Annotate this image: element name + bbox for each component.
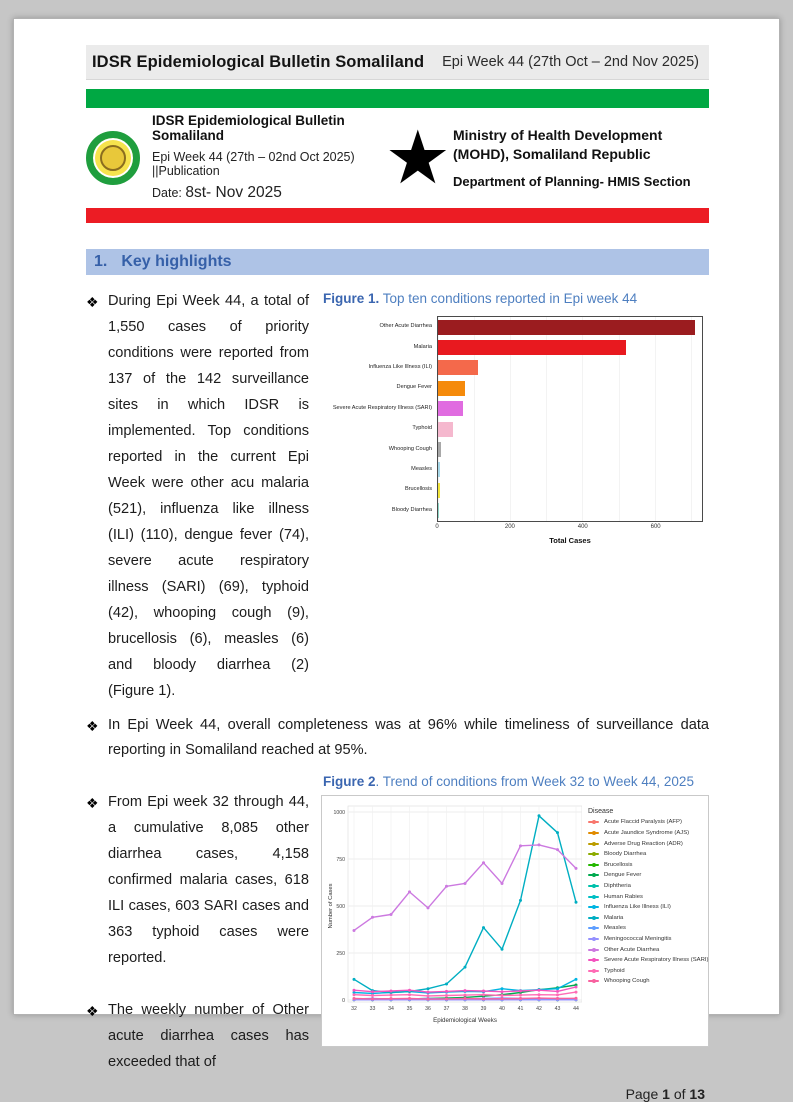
legend-label: Brucellosis bbox=[604, 861, 633, 868]
bar-category-label: Measles bbox=[411, 465, 432, 472]
svg-text:43: 43 bbox=[554, 1006, 561, 1013]
figure-2-chart bbox=[321, 795, 709, 1047]
legend-title: Disease bbox=[588, 808, 614, 816]
legend-swatch-icon bbox=[588, 959, 599, 961]
bullet-1-text: During Epi Week 44, a total of 1,550 cases of priority conditions were reported from 137 of the 142 surveillance sites in which IDSR is implemented. Top conditions reported in the current Epi Week were other acu malaria (521), influenza like illness (ILI) (110), dengue fever (74), severe acute respiratory illness (SARI) (69), typhoid (42), whooping cough (9), brucellosis (6), measles (6) and bloody diarrhea (2) (Figure 1). bbox=[108, 293, 309, 699]
banner-left-block bbox=[152, 113, 385, 202]
x-axis-tick: 400 bbox=[577, 523, 588, 530]
legend-swatch-icon bbox=[588, 896, 599, 898]
legend-item bbox=[588, 957, 708, 963]
svg-text:42: 42 bbox=[536, 1006, 542, 1013]
legend-label: Other Acute Diarrhea bbox=[604, 946, 660, 953]
legend-item bbox=[588, 862, 708, 868]
bar-category-label: Bloody Diarrhea bbox=[391, 506, 432, 513]
bullet-4-text: The weekly number of Other acute diarrhea cases has exceeded that of bbox=[108, 1002, 309, 1071]
legend-item bbox=[588, 894, 708, 900]
bar-10 bbox=[438, 503, 439, 518]
legend-label: Dengue Fever bbox=[604, 872, 642, 879]
bullet-diamond-icon: ❖ bbox=[86, 1003, 99, 1020]
legend-label: Measles bbox=[604, 925, 626, 932]
ministry-name: Ministry of Health Development (MOHD), Somaliland Republic bbox=[453, 127, 663, 162]
svg-text:33: 33 bbox=[369, 1006, 376, 1013]
svg-text:37: 37 bbox=[443, 1006, 450, 1013]
svg-text:41: 41 bbox=[517, 1006, 524, 1013]
x-axis-title: Total Cases bbox=[549, 535, 591, 545]
y-axis-title: Number of Cases bbox=[328, 883, 334, 929]
epi-week-range: Epi Week 44 (27th Oct – 2nd Nov 2025) bbox=[442, 54, 699, 70]
bar-7 bbox=[438, 442, 441, 457]
department-name: Department of Planning- HMIS Section bbox=[453, 173, 691, 189]
legend-label: Influenza Like Illness (ILI) bbox=[604, 904, 671, 911]
legend-swatch-icon bbox=[588, 927, 599, 929]
highlights-block-1 bbox=[86, 289, 709, 764]
green-divider-bar bbox=[86, 89, 709, 108]
legend-label: Severe Acute Respiratory Illness (SARI) bbox=[604, 957, 709, 964]
bar-category-label: Dengue Fever bbox=[396, 384, 432, 391]
bar-8 bbox=[438, 462, 440, 477]
bar-category-label: Whooping Cough bbox=[388, 445, 432, 452]
figure-1-caption bbox=[323, 291, 709, 306]
figure-1-caption-text: Top ten conditions reported in Epi week 44 bbox=[379, 291, 638, 306]
legend-swatch-icon bbox=[588, 832, 599, 834]
svg-text:38: 38 bbox=[462, 1006, 468, 1013]
footer-mid: of bbox=[669, 1086, 690, 1102]
svg-text:34: 34 bbox=[388, 1006, 394, 1013]
somaliland-star-icon: ★ bbox=[384, 115, 451, 199]
figure-2 bbox=[321, 772, 709, 1047]
svg-text:44: 44 bbox=[573, 1006, 579, 1013]
bullet-4 bbox=[86, 998, 309, 1076]
banner-publication-date bbox=[152, 184, 385, 202]
bar-4 bbox=[438, 381, 465, 396]
legend-swatch-icon bbox=[588, 874, 599, 876]
legend-swatch-icon bbox=[588, 843, 599, 845]
svg-text:35: 35 bbox=[406, 1006, 413, 1013]
bar-category-label: Severe Acute Respiratory Illness (SARI) bbox=[332, 404, 432, 411]
highlights-block-2 bbox=[86, 772, 709, 1076]
svg-text:750: 750 bbox=[336, 857, 345, 864]
svg-text:500: 500 bbox=[336, 904, 345, 911]
legend-label: Human Rabies bbox=[604, 893, 643, 900]
date-label: Date: bbox=[152, 186, 186, 200]
legend-label: Whooping Cough bbox=[604, 978, 650, 985]
bullet-3 bbox=[86, 790, 309, 972]
section-number: 1. bbox=[94, 253, 108, 270]
bar-category-label: Malaria bbox=[413, 343, 432, 350]
logo-emblem-icon bbox=[100, 145, 126, 171]
svg-text:250: 250 bbox=[336, 951, 345, 958]
figure-2-legend bbox=[582, 800, 708, 1044]
figure-1 bbox=[321, 289, 709, 551]
somaliland-mohd-logo-icon bbox=[86, 131, 140, 185]
svg-text:1000: 1000 bbox=[333, 810, 345, 817]
bar-category-label: Typhoid bbox=[412, 425, 432, 432]
footer-total-pages: 13 bbox=[689, 1086, 705, 1102]
svg-text:32: 32 bbox=[351, 1006, 357, 1013]
bullet-2 bbox=[86, 713, 709, 765]
svg-text:0: 0 bbox=[342, 998, 345, 1005]
legend-item bbox=[588, 819, 708, 825]
legend-item bbox=[588, 978, 708, 984]
bullet-1 bbox=[86, 289, 309, 705]
figure-2-caption-text: . Trend of conditions from Week 32 to Week 44, 2025 bbox=[375, 774, 694, 790]
legend-item bbox=[588, 841, 708, 847]
x-axis-tick: 600 bbox=[650, 523, 661, 530]
legend-label: Diphtheria bbox=[604, 883, 631, 889]
section-title: Key highlights bbox=[121, 253, 232, 270]
legend-label: Bloody Diarrhea bbox=[604, 851, 647, 858]
legend-label: Meningococcal Meningitis bbox=[604, 935, 672, 942]
legend-swatch-icon bbox=[588, 864, 599, 866]
date-value: 8st- Nov 2025 bbox=[185, 184, 282, 201]
legend-label: Typhoid bbox=[604, 967, 625, 974]
legend-item bbox=[588, 925, 708, 931]
page-body bbox=[86, 289, 709, 1076]
section-heading-band bbox=[86, 249, 709, 275]
legend-label: Malaria bbox=[604, 914, 624, 921]
footer-prefix: Page bbox=[625, 1086, 663, 1102]
red-divider-bar bbox=[86, 208, 709, 223]
legend-swatch-icon bbox=[588, 970, 599, 972]
bullet-2-text: In Epi Week 44, overall completeness was at 96% while timeliness of surveillance data reporting in Somaliland reached at 95%. bbox=[108, 716, 709, 759]
figure-2-caption bbox=[323, 774, 709, 789]
legend-item bbox=[588, 904, 708, 910]
svg-text:40: 40 bbox=[499, 1006, 505, 1013]
legend-swatch-icon bbox=[588, 821, 599, 823]
banner-week-publication: Epi Week 44 (27th – 02nd Oct 2025) ||Publication bbox=[152, 150, 355, 178]
legend-label: Acute Jaundice Syndrome (AJS) bbox=[604, 830, 690, 837]
legend-swatch-icon bbox=[588, 949, 599, 951]
legend-swatch-icon bbox=[588, 917, 599, 919]
legend-swatch-icon bbox=[588, 906, 599, 908]
legend-swatch-icon bbox=[588, 980, 599, 982]
x-axis-title: Epidemiological Weeks bbox=[433, 1017, 497, 1025]
bullet-diamond-icon: ❖ bbox=[86, 717, 99, 734]
legend-swatch-icon bbox=[588, 938, 599, 940]
footer-page-number: 1 bbox=[662, 1086, 670, 1102]
legend-label: Acute Flaccid Paralysis (AFP) bbox=[604, 819, 682, 826]
legend-item bbox=[588, 883, 708, 889]
legend-item bbox=[588, 872, 708, 878]
figure-2-label: Figure 2 bbox=[323, 774, 376, 790]
x-axis-tick: 0 bbox=[435, 523, 439, 530]
x-axis-tick: 200 bbox=[504, 523, 515, 530]
top-header-band bbox=[86, 45, 709, 80]
legend-item bbox=[588, 936, 708, 942]
banner-bulletin-title: IDSR Epidemiological Bulletin Somaliland bbox=[152, 113, 345, 143]
svg-text:39: 39 bbox=[480, 1006, 487, 1013]
figure-1-chart bbox=[321, 312, 709, 551]
legend-swatch-icon bbox=[588, 853, 599, 855]
bullet-diamond-icon: ❖ bbox=[86, 294, 99, 310]
legend-item bbox=[588, 947, 708, 953]
ministry-banner bbox=[86, 108, 709, 208]
legend-label: Adverse Drug Reaction (ADR) bbox=[604, 840, 683, 847]
bar-9 bbox=[438, 483, 440, 498]
bar-2 bbox=[438, 340, 626, 355]
bar-category-label: Other Acute Diarrhea bbox=[379, 323, 432, 330]
page-footer bbox=[86, 1076, 709, 1102]
bar-category-label: Brucellosis bbox=[404, 486, 432, 493]
legend-item bbox=[588, 830, 708, 836]
bar-6 bbox=[438, 422, 453, 437]
figure-2-plot bbox=[324, 800, 582, 1044]
bar-3 bbox=[438, 360, 478, 375]
bar-1 bbox=[438, 320, 695, 335]
figure-1-label: Figure 1. bbox=[323, 291, 380, 306]
bullet-3-text: From Epi week 32 through 44, a cumulative 8,085 other diarrhea cases, 4,158 confirmed malaria cases, 618 ILI cases, 603 SARI cases and 363 typhoid cases were reported. bbox=[108, 794, 309, 967]
document-page bbox=[13, 18, 780, 1102]
legend-swatch-icon bbox=[588, 885, 599, 887]
banner-right-block bbox=[453, 126, 709, 189]
bar-5 bbox=[438, 401, 463, 416]
legend-item bbox=[588, 851, 708, 857]
legend-item bbox=[588, 968, 708, 974]
bar-category-label: Influenza Like Illness (ILI) bbox=[368, 363, 432, 370]
svg-text:36: 36 bbox=[425, 1006, 431, 1013]
bullet-diamond-icon: ❖ bbox=[86, 795, 99, 812]
bulletin-title: IDSR Epidemiological Bulletin Somaliland bbox=[92, 52, 425, 71]
legend-item bbox=[588, 915, 708, 921]
